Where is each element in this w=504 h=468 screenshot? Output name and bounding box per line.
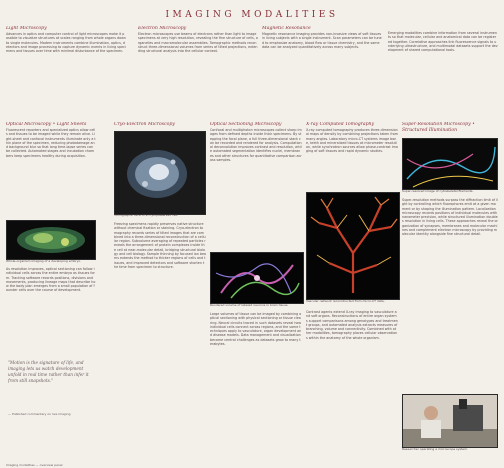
neuron-caption: Rendered volume of labeled neurons in brain tissue. [210, 304, 289, 307]
column-xray-ct-continued [306, 310, 398, 458]
vascular-graphic [307, 193, 399, 299]
cryo-em-caption: Tomographic slice of a cryo-preserved cell. [114, 214, 179, 217]
column-header: Cryo-Electron Microscopy [114, 122, 175, 127]
footer-text: Imaging modalities — overview panel [6, 463, 63, 467]
column-cryo-em-header-box [114, 122, 206, 130]
section-light-microscopy [6, 26, 126, 112]
section-header: Light Microscopy [6, 26, 47, 31]
vascular-image [306, 192, 400, 300]
embryo-graphic [7, 221, 95, 259]
super-resolution-image [402, 138, 498, 190]
column-body: Fluorescent reporters and specialized optics allow cells and tissues to be imaged while they remain alive. Light-sheet and confocal instruments illuminate only a thin plane of the specimen, reducing photodamage and background blur so that long time-lapse series can be collected. Automated stages and incubation chambers keep specimens healthy during acquisition. [6, 128, 96, 158]
column-body: Freezing specimens rapidly preserves native structure without chemical fixation or staining. Cryo-electron tomography records series of tilted images that are combined into a three-dimensional reconstruction of a cellular region. Subvolume averaging of repeated particles reveals the arrangement of protein complexes inside the cell at near-molecular detail, bridging structural biology and cell biology. Sample thinning by focused ion beams extends the method to thicker regions of cells and tissues, and improved detectors and software shorten the time from specimen to structure. [114, 222, 206, 269]
column-optical-sectioning [210, 122, 302, 250]
column-light-sheet-continued [6, 267, 96, 355]
embryo-caption: Whole-organism imaging of a developing embryo. [6, 260, 82, 263]
neuron-image [210, 252, 304, 304]
column-body: X-ray computed tomography produces three-dimensional maps of density by combining projections taken from many angles. Laboratory micro-CT systems image bone, teeth and mineralized tissues at micrometer resolution, while synchrotron sources allow phase-contrast imaging of soft tissues and rapid dynamic studies. [306, 128, 398, 154]
section-header: Electron Microscopy [138, 26, 187, 31]
column-body-2: Large volumes of tissue can be imaged by combining optical sectioning with physical sectioning or tissue clearing. Neural circuits traced in such datasets reveal how individual cells connect across regions, and the same techniques apply to vasculature, organ development and disease models. Data management and visualization become central challenges as datasets grow to many terabytes. [210, 312, 302, 347]
column-header: Super-Resolution Microscopy • Structured Illumination [402, 122, 475, 133]
column-header: Optical Sectioning Microscopy [210, 122, 282, 127]
vascular-caption: Vascular network reconstructed from micro-CT data. [306, 300, 385, 303]
column-body-2: Contrast agents extend X-ray imaging to vasculature and soft organs. Reconstructions of entire organ systems support comparisons among genotypes and treatment groups, and automated analysis extracts measures of branching, volume and connectivity. Combined with other modalities, tomography places cellular observations within the anatomy of the whole organism. [306, 310, 398, 340]
cryo-em-image [114, 131, 206, 215]
column-optical-sectioning-continued [210, 312, 302, 458]
pull-quote: "Motion is the signature of life, and imaging lets us watch development unfold in real time rather than infer it from still snapshots." [8, 360, 89, 383]
column-super-resolution [402, 198, 498, 392]
page-title: IMAGING MODALITIES [165, 10, 339, 20]
column-xray-ct [306, 122, 398, 190]
section-body: Emerging modalities combine information from several instruments so that molecular, cellular and anatomical data can be registered together. Correlative approaches link fluorescence signals to underlying ultrastructure, and multimodal datasets support the development of shared computational tools. [388, 31, 498, 53]
column-body: Super-resolution methods surpass the diffraction limit of light by controlling which fluorophores emit at a given moment or by shaping the illumination pattern. Localization microscopy records positions of individual molecules with nanometer precision, while structured illumination doubles resolution in living cells. These approaches reveal the organization of synapses, membranes and molecular machines and complement electron microscopy by providing molecular identity alongside fine structural detail. [402, 198, 498, 237]
column-super-resolution-header-box [402, 122, 498, 136]
researcher-photo [402, 394, 498, 448]
section-magnetic-resonance [262, 26, 382, 112]
researcher-caption: Researcher operating a microscope system. [402, 448, 468, 451]
section-electron-microscopy [138, 26, 258, 112]
neuron-graphic [211, 253, 303, 303]
researcher-graphic [403, 395, 497, 447]
cryo-em-graphic [115, 132, 205, 214]
section-emerging [388, 26, 498, 112]
column-body-2: As resolution improves, optical sectioning can follow individual cells across the entire embryo as tissues form. Tracking software records positions, divisions and movements, producing lineage maps that describe how the body plan emerges from a small population of founder cells over the course of development. [6, 267, 96, 293]
column-light-sheet [6, 122, 96, 220]
section-body: Advances in optics and computer control of light microscopes make it possible to visualize structures at scales ranging from whole organs down to single molecules. Modern instruments combine illumination, optics, detectors and image processing to capture dynamic events in living specimens and tissues over time with minimal disturbance of the specimen. [6, 32, 126, 54]
quote-attribution: — Published commentary on live imaging [8, 412, 71, 416]
column-header: X-ray Computed Tomography [306, 122, 375, 127]
column-body: Confocal and multiphoton microscopes collect sharp images from defined depths inside thick specimens. By stepping the focal plane, a full three-dimensional stack can be recorded and rendered for analysis. Computational deconvolution improves contrast and resolution, while automated segmentation identifies nuclei, membranes and other structures for quantitative comparison across samples. [210, 128, 302, 163]
column-header: Optical Microscopy • Light Sheets [6, 122, 87, 127]
section-body: Electron microscopes use beams of electrons rather than light to image specimens at very high resolution, revealing the fine structure of cells, organelles and macromolecular assemblies. Tomographic methods reconstruct three-dimensional volumes from series of tilted projections, extending structural analysis into the cellular context. [138, 32, 258, 54]
super-resolution-graphic [403, 139, 497, 189]
section-body: Magnetic resonance imaging provides non-invasive views of soft tissues in living subjects with a single instrument. Scan parameters can be tuned to emphasize anatomy, blood flow or tissue chemistry, and the same data can be analyzed quantitatively across many subjects. [262, 32, 382, 49]
embryo-image [6, 220, 96, 260]
column-cryo-em [114, 222, 206, 458]
section-header: Magnetic Resonance [262, 26, 311, 31]
super-resolution-caption: Super-resolved image of cytoskeletal filaments. [402, 190, 474, 193]
